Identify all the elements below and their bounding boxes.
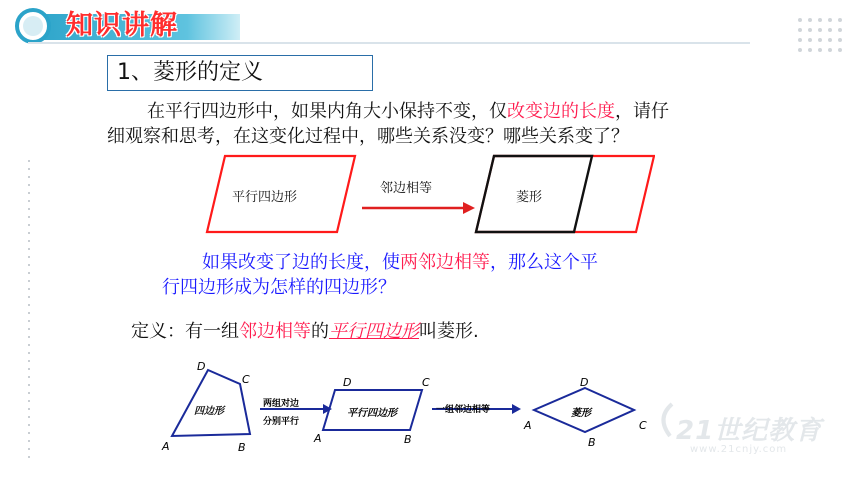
arrow-1-label-line-2: 分别平行 <box>263 417 300 427</box>
question-line-2: 行四边形成为怎样的四边形？ <box>162 277 396 298</box>
header-divider <box>28 42 750 44</box>
intro-text-a: 在平行四边形中，如果内角大小保持不变，仅 <box>147 101 507 122</box>
rhombus-vertex-d: D <box>580 376 589 389</box>
intro-line-1 <box>147 98 669 126</box>
para-vertex-a: A <box>314 432 322 445</box>
arrow-1-label-line-1: 两组对边 <box>263 399 300 409</box>
watermark-logo: 21世纪教育 <box>676 416 823 446</box>
definition-mid: 的 <box>311 321 329 342</box>
intro-highlight: 改变边的长度 <box>507 101 615 122</box>
question-text-a: 如果改变了边的长度，使 <box>202 252 400 273</box>
quad-vertex-d: D <box>197 360 206 373</box>
arrow-label-adjacent-equal: 邻边相等 <box>380 181 433 196</box>
quad-vertex-b: B <box>238 441 246 454</box>
section-title: 1、菱形的定义 <box>117 60 263 85</box>
rhombus-label: 菱形 <box>516 190 543 205</box>
para-vertex-c: C <box>422 376 430 389</box>
definition-prefix: 定义：有一组 <box>131 321 239 342</box>
rhombus-vertex-b: B <box>588 436 596 449</box>
intro-text-b: ，请仔 <box>615 101 669 122</box>
rhombus-vertex-a: A <box>524 419 532 432</box>
definition-underlined: 平行四边形 <box>329 321 419 342</box>
banner-circle-inner <box>23 16 43 36</box>
watermark-swoosh-icon <box>652 400 676 440</box>
question-highlight: 两邻边相等 <box>400 252 490 273</box>
rhombus-small-label: 菱形 <box>571 408 591 419</box>
parallelogram-small-label: 平行四边形 <box>347 408 397 419</box>
quadrilateral-label: 四边形 <box>194 406 224 417</box>
question-text-b: ，那么这个平 <box>490 252 598 273</box>
arrow-2-label: 一组邻边相等 <box>436 405 491 415</box>
dotted-line-decoration <box>26 160 32 460</box>
dot-grid-decoration <box>796 16 844 56</box>
quad-vertex-a: A <box>162 440 170 453</box>
para-vertex-d: D <box>343 376 352 389</box>
intro-line-2: 细观察和思考，在这变化过程中，哪些关系没变？哪些关系变了？ <box>107 126 629 147</box>
rhombus-vertex-c: C <box>639 419 647 432</box>
page-title: 知识讲解 <box>66 10 178 41</box>
arrow-2-head <box>512 404 521 414</box>
definition-highlight: 邻边相等 <box>239 321 311 342</box>
quad-vertex-c: C <box>242 373 250 386</box>
definition-line <box>131 318 479 346</box>
transform-arrowhead <box>463 202 475 214</box>
parallelogram-label: 平行四边形 <box>232 190 298 205</box>
watermark-url: www.21cnjy.com <box>690 444 788 455</box>
question-line-1 <box>202 249 598 277</box>
definition-suffix: 叫菱形. <box>419 321 479 342</box>
para-vertex-b: B <box>404 433 412 446</box>
rhombus-extension-shape <box>476 156 654 232</box>
